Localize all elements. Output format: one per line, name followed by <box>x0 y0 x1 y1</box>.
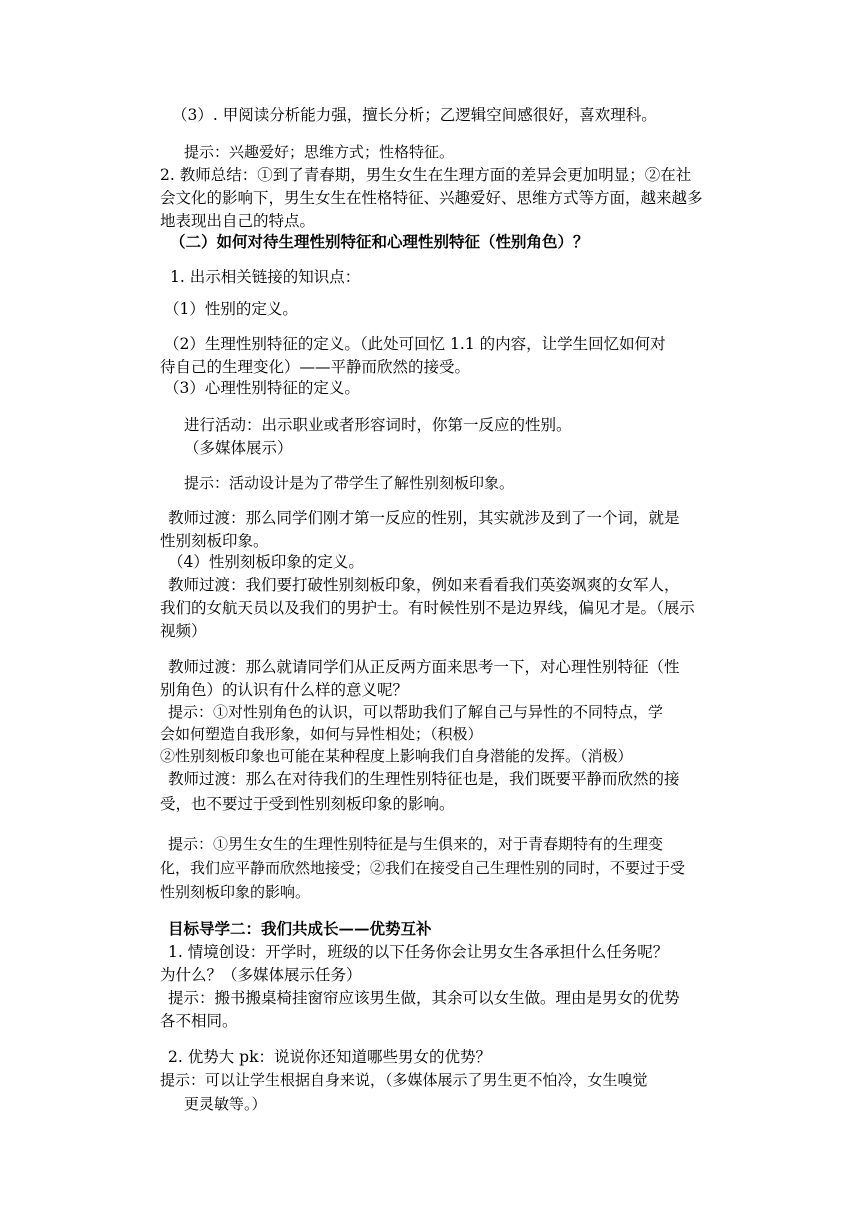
definition-item-2-cont: 待自己的生理变化）——平静而欣然的接受。 <box>160 358 471 376</box>
scenario-line: 为什么？（多媒体展示任务） <box>160 966 362 984</box>
hint-line: 提示：兴趣爱好；思维方式；性格特征。 <box>184 143 455 161</box>
definition-item-2: （2）生理性别特征的定义。（此处可回忆 1.1 的内容，让学生回忆如何对 <box>164 335 666 353</box>
activity-line: 进行活动：出示职业或者形容词时，你第一反应的性别。 <box>184 416 572 434</box>
hint-line: 提示：①对性别角色的认识，可以帮助我们了解自己与异性的不同特点，学 <box>168 703 664 721</box>
teacher-transition-line: 教师过渡：那么就请同学们从正反两方面来思考一下，对心理性别特征（性 <box>168 658 680 676</box>
scenario-line: 1. 情境创设：开学时，班级的以下任务你会让男女生各承担什么任务呢？ <box>168 943 669 961</box>
definition-item-4: （4）性别刻板印象的定义。 <box>168 553 364 571</box>
hint-line: 化，我们应平静而欣然地接受；②我们在接受自己生理性别的同时，不要过于受 <box>160 859 686 877</box>
section-heading: （二）如何对待生理性别特征和心理性别特征（性别角色）？ <box>170 232 589 251</box>
teacher-transition-line: 教师过渡：我们要打破性别刻板印象，例如来看看我们英姿飒爽的女军人， <box>168 576 680 594</box>
hint-line: 提示：①男生女生的生理性别特征是与生俱来的，对于青春期特有的生理变 <box>168 835 664 853</box>
hint-line: 提示：活动设计是为了带学生了解性别刻板印象。 <box>184 474 515 492</box>
hint-line: 会如何塑造自我形象，如何与异性相处；（积极） <box>160 725 483 743</box>
activity-note: （多媒体展示） <box>184 439 293 457</box>
teacher-transition-line: 性别刻板印象。 <box>160 532 269 550</box>
goal-heading: 目标导学二：我们共成长——优势互补 <box>168 919 432 938</box>
teacher-transition-line: 我们的女航天员以及我们的男护士。有时候性别不是边界线，偏见才是。（展示 <box>160 599 695 617</box>
activity-item-3: （3）. 甲阅读分析能力强，擅长分析；乙逻辑空间感很好，喜欢理科。 <box>172 106 657 124</box>
teacher-summary-line: 2. 教师总结：①到了青春期，男生女生在生理方面的差异会更加明显；②在社 <box>160 166 692 184</box>
teacher-transition-line: 教师过渡：那么同学们刚才第一反应的性别，其实就涉及到了一个词，就是 <box>168 509 680 527</box>
hint-line: 各不相同。 <box>160 1012 238 1030</box>
hint-line: 提示：可以让学生根据自身来说，（多媒体展示了男生更不怕冷，女生嗅觉 <box>160 1071 648 1089</box>
teacher-transition-line: 视频） <box>160 622 207 640</box>
teacher-summary-line: 会文化的影响下，男生女生在性格特征、兴趣爱好、思维方式等方面，越来越多 <box>160 189 703 207</box>
definition-item-3: （3）心理性别特征的定义。 <box>164 379 360 397</box>
teacher-transition-line: 教师过渡：那么在对待我们的生理性别特征也是，我们既要平静而欣然的接 <box>168 770 680 788</box>
teacher-transition-line: 别角色）的认识有什么样的意义呢？ <box>160 681 409 699</box>
hint-line: ②性别刻板印象也可能在某种程度上影响我们自身潜能的发挥。（消极） <box>160 747 633 765</box>
knowledge-intro: 1. 出示相关链接的知识点： <box>170 268 361 286</box>
advantage-pk-line: 2. 优势大 pk：说说你还知道哪些男女的优势？ <box>168 1048 491 1066</box>
definition-item-1: （1）性别的定义。 <box>164 300 298 318</box>
teacher-transition-line: 受，也不要过于受到性别刻板印象的影响。 <box>160 795 455 813</box>
teacher-summary-line: 地表现出自己的特点。 <box>160 212 316 230</box>
hint-line: 性别刻板印象的影响。 <box>160 883 311 901</box>
hint-line: 提示：搬书搬桌椅挂窗帘应该男生做，其余可以女生做。理由是男女的优势 <box>168 989 680 1007</box>
hint-line: 更灵敏等。） <box>184 1095 267 1113</box>
